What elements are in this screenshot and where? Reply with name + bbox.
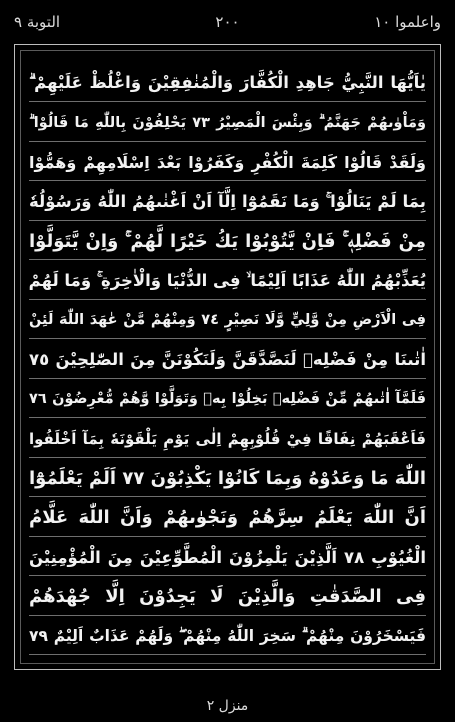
text-line-15 [29, 618, 426, 655]
verse-text: وَلَقَدْ قَالُوْا كَلِمَةَ الْكُفْرِ وَكَفَرُوْا بَعْدَ اِسْلَامِهِمْ وَهَمُّوْا [29, 152, 426, 172]
text-line-8 [29, 342, 426, 379]
text-line-12 [29, 500, 426, 537]
verse-text: فَاَعْقَبَهُمْ نِفَاقًا فِيْ قُلُوْبِهِمْ اِلٰى يَوْمِ يَلْقَوْنَهٗ بِمَآ اَخْلَفُوا [29, 429, 426, 448]
verse-text: يٰاَيُّهَا النَّبِيُّ جَاهِدِ الْكُفَّارَ وَالْمُنٰفِقِيْنَ وَاغْلُظْ عَلَيْهِمْ ۗ [29, 73, 426, 92]
text-line-3 [29, 144, 426, 181]
verse-text: فِى الْاَرْضِ مِنْ وَّلِيٍّ وَّلَا نَصِيْرٍ ٧٤ وَمِنْهُمْ مَّنْ عٰهَدَ اللّٰهَ لَئِنْ [29, 312, 426, 328]
page-number: ٢٠٠ [215, 13, 240, 31]
page-border [14, 44, 441, 670]
text-line-13 [29, 539, 426, 576]
verse-text: اَنَّ اللّٰهَ يَعْلَمُ سِرَّهُمْ وَنَجْوٰىهُمْ وَاَنَّ اللّٰهَ عَلَّامُ [29, 507, 426, 528]
verse-text: الْغُيُوْبِ ٧٨ اَلَّذِيْنَ يَلْمِزُوْنَ الْمُطَّوِّعِيْنَ مِنَ الْمُؤْمِنِيْنَ [29, 547, 426, 567]
surah-label: التوبة ٩ [14, 13, 61, 31]
page-header [14, 8, 441, 36]
verse-text: فِى الصَّدَقٰتِ وَالَّذِيْنَ لَا يَجِدُوْنَ اِلَّا جُهْدَهُمْ [29, 586, 426, 607]
text-line-2 [29, 105, 426, 142]
text-body [29, 65, 426, 655]
verse-text: يُعَذِّبْهُمُ اللّٰهُ عَذَابًا اَلِيْمًا ۙ فِى الدُّنْيَا وَالْاٰخِرَةِ ۚ وَمَا لَهُمْ [29, 270, 426, 290]
verse-text: بِمَا لَمْ يَنَالُوْا ۚ وَمَا نَقَمُوْٓا اِلَّآ اَنْ اَغْنٰىهُمُ اللّٰهُ وَرَسُوْلُهٗ [29, 191, 426, 211]
text-line-9 [29, 381, 426, 418]
verse-text: مِنْ فَضْلِهٖ ۚ فَاِنْ يَّتُوْبُوْا يَكُ خَيْرًا لَّهُمْ ۚ وَاِنْ يَّتَوَلَّوْا [29, 230, 426, 252]
juz-label: واعلموا ١٠ [374, 13, 441, 31]
text-line-14 [29, 579, 426, 616]
verse-text: وَمَاْوٰىهُمْ جَهَنَّمُ ۗ وَبِئْسَ الْمَصِيْرُ ٧٣ يَحْلِفُوْنَ بِاللّٰهِ مَا قَالُوْا ۗ [29, 114, 426, 131]
text-line-10 [29, 421, 426, 458]
verse-text: اٰتٰىنَا مِنْ فَضْلِهٖ لَنَصَّدَّقَنَّ وَلَنَكُوْنَنَّ مِنَ الصّٰلِحِيْنَ ٧٥ [29, 350, 426, 369]
manzil-label: منزل ٢ [206, 698, 249, 714]
text-line-1 [29, 65, 426, 102]
verse-text: فَيَسْخَرُوْنَ مِنْهُمْ ۗ سَخِرَ اللّٰهُ مِنْهُمْ ۖ وَلَهُمْ عَذَابٌ اَلِيْمٌ ٧٩ [29, 626, 426, 645]
verse-text: فَلَمَّآ اٰتٰىهُمْ مِّنْ فَضْلِهٖ بَخِلُوْا بِهٖ وَتَوَلَّوْا وَّهُمْ مُّعْرِضُوْنَ ٧٦ [29, 391, 426, 407]
text-line-4 [29, 184, 426, 221]
text-line-5 [29, 223, 426, 260]
text-line-6 [29, 263, 426, 300]
verse-text: اللّٰهَ مَا وَعَدُوْهُ وَبِمَا كَانُوْا يَكْذِبُوْنَ ٧٧ اَلَمْ يَعْلَمُوْٓا [29, 467, 426, 489]
text-line-7 [29, 302, 426, 339]
text-line-11 [29, 460, 426, 497]
